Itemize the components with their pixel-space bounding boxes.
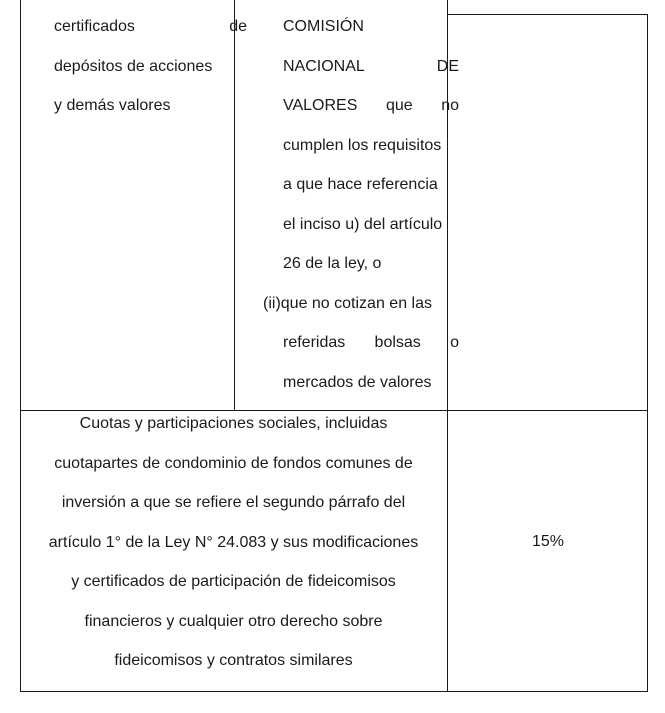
text-line: (ii)que no cotizan en las <box>263 294 432 312</box>
word: o <box>450 334 459 351</box>
table-border-right <box>647 14 648 692</box>
text-line: a que hace referencia <box>283 176 438 193</box>
cell-instrument-description <box>54 7 247 126</box>
text-line: fideicomisos y contratos similares <box>114 652 353 669</box>
text-line: financieros y cualquier otro derecho sobre <box>84 612 383 630</box>
text-line: inversión a que se refiere el segundo párrafo del <box>61 494 406 511</box>
table-border-bottom <box>20 691 648 692</box>
text-line: artículo 1° de la Ley N° 24.083 y sus modificaciones <box>48 533 419 551</box>
text-line: Cuotas y participaciones sociales, incluidas <box>79 415 388 432</box>
text-line <box>263 47 459 87</box>
word: de <box>229 18 247 35</box>
text-line: y certificados de participación de fideicomisos <box>71 573 396 590</box>
text-line <box>263 323 459 363</box>
word: que <box>385 97 413 114</box>
text-line: cumplen los requisitos <box>283 136 442 154</box>
text-line <box>263 86 459 126</box>
cell-condition-description <box>263 7 459 402</box>
word: no <box>441 97 459 114</box>
text-line: y demás valores <box>54 97 171 114</box>
word: bolsas <box>374 334 421 351</box>
word: VALORES <box>283 97 358 114</box>
text-line: el inciso u) del artículo <box>283 215 443 233</box>
text-line: mercados de valores <box>283 373 432 391</box>
word: DE <box>436 57 459 75</box>
rate-value: 15% <box>531 533 565 550</box>
word: certificados <box>54 18 135 35</box>
table-top-border-right <box>447 14 648 15</box>
word: NACIONAL <box>283 57 365 75</box>
cell-shares-description <box>20 404 447 681</box>
text-line: 26 de la ley, o <box>283 255 382 272</box>
word: referidas <box>283 334 346 351</box>
text-line: cuotapartes de condominio de fondos comunes de <box>54 454 413 472</box>
text-line: depósitos de acciones <box>54 57 213 75</box>
tax-table <box>20 0 648 692</box>
text-line: COMISIÓN <box>283 18 364 35</box>
text-line <box>54 7 247 47</box>
